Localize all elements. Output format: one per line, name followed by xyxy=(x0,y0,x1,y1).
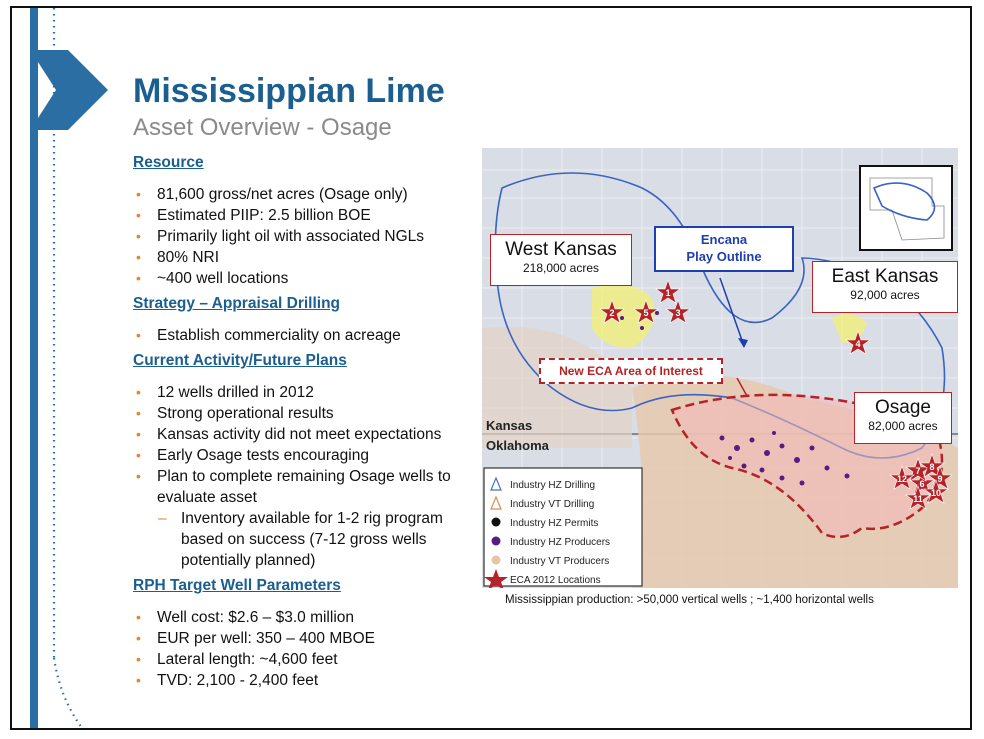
star-label: 3 xyxy=(675,308,681,318)
star-label: 1 xyxy=(665,288,671,298)
encana-label xyxy=(654,226,794,272)
section-heading-resource: Resource xyxy=(133,154,204,171)
legend-hz-producers: Industry HZ Producers xyxy=(510,537,611,548)
strategy-list xyxy=(133,325,483,346)
legend-hz-drilling: Industry HZ Drilling xyxy=(510,480,596,491)
sub-list-item: – Inventory available for 1-2 rig program based on success (7-12 gross wells potentially planned) xyxy=(133,508,483,571)
slide xyxy=(10,6,972,730)
list-item: • Primarily light oil with associated NGLs xyxy=(133,226,483,247)
list-item: • Well cost: $2.6 – $3.0 million xyxy=(133,607,483,628)
west-kansas-acres: 218,000 acres xyxy=(522,261,600,275)
star-label: 12 xyxy=(896,474,908,484)
state-label-kansas: Kansas xyxy=(486,418,533,433)
legend-vt-drilling: Industry VT Drilling xyxy=(510,499,595,510)
legend-hz-permits: Industry HZ Permits xyxy=(510,518,599,529)
list-item: • Early Osage tests encouraging xyxy=(133,445,483,466)
legend-vt-producers: Industry VT Producers xyxy=(510,556,610,567)
east-kansas-acres: 92,000 acres xyxy=(850,288,920,302)
section-heading-strategy: Strategy – Appraisal Drilling xyxy=(133,295,341,312)
resource-list xyxy=(133,184,483,289)
west-kansas-label xyxy=(490,234,632,286)
star-label: 7 xyxy=(915,466,921,476)
map-caption: Mississippian production: >50,000 vertical wells ; ~1,400 horizontal wells xyxy=(505,594,874,606)
list-item: • 80% NRI xyxy=(133,247,483,268)
slide-decoration xyxy=(12,8,132,728)
west-kansas-name: West Kansas xyxy=(505,239,617,260)
list-item: • EUR per well: 350 – 400 MBOE xyxy=(133,628,483,649)
content-column xyxy=(133,154,483,697)
section-heading-activity: Current Activity/Future Plans xyxy=(133,352,347,369)
star-label: 8 xyxy=(929,462,935,472)
star-label: 6 xyxy=(919,479,925,489)
page-subtitle: Asset Overview - Osage xyxy=(133,114,392,141)
star-label: 10 xyxy=(930,488,942,498)
legend-eca-locations: ECA 2012 Locations xyxy=(510,575,601,586)
star-label: 11 xyxy=(913,494,923,504)
list-item: • Kansas activity did not meet expectations xyxy=(133,424,483,445)
star-label: 2 xyxy=(609,308,615,318)
eca-aoi-label: New ECA Area of Interest xyxy=(539,358,723,384)
osage-label xyxy=(854,392,952,444)
list-item: • ~400 well locations xyxy=(133,268,483,289)
star-label: 5 xyxy=(643,308,649,318)
list-item: • TVD: 2,100 - 2,400 feet xyxy=(133,670,483,691)
page-title: Mississippian Lime xyxy=(133,72,445,110)
section-heading-well-parameters: RPH Target Well Parameters xyxy=(133,577,341,594)
list-item: • 81,600 gross/net acres (Osage only) xyxy=(133,184,483,205)
list-item: • Strong operational results xyxy=(133,403,483,424)
east-kansas-label xyxy=(812,261,958,313)
osage-name: Osage xyxy=(875,397,931,418)
east-kansas-name: East Kansas xyxy=(831,266,939,287)
list-item: • Plan to complete remaining Osage wells to evaluate asset xyxy=(133,466,483,508)
list-item: • 12 wells drilled in 2012 xyxy=(133,382,483,403)
list-item: • Establish commerciality on acreage xyxy=(133,325,483,346)
list-item: • Estimated PIIP: 2.5 billion BOE xyxy=(133,205,483,226)
star-label: 9 xyxy=(937,474,943,484)
encana-line-1: Encana xyxy=(700,232,748,247)
osage-acres: 82,000 acres xyxy=(868,419,938,433)
state-label-oklahoma: Oklahoma xyxy=(486,438,549,453)
list-item: • Lateral length: ~4,600 feet xyxy=(133,649,483,670)
activity-list xyxy=(133,382,483,571)
encana-line-2: Play Outline xyxy=(686,249,762,264)
well-parameters-list xyxy=(133,607,483,691)
star-label: 4 xyxy=(855,339,861,349)
